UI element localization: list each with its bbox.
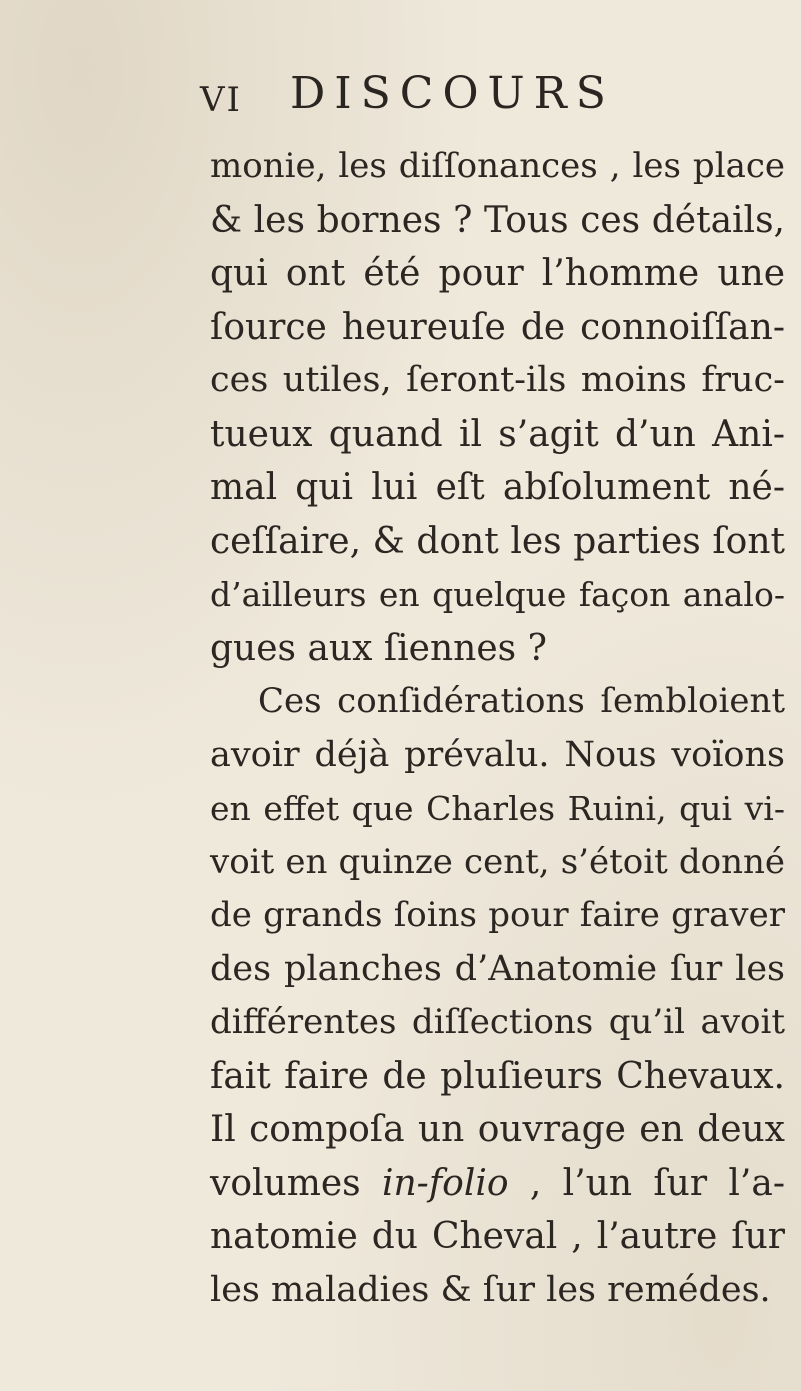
page-header <box>200 68 720 128</box>
text-segment: , l’un ſur l’a- <box>508 1162 785 1204</box>
text-line: monie, les diſſonances , les place <box>210 146 785 186</box>
text-line: qui ont été pour l’homme une <box>210 253 785 294</box>
paragraph-end-line: gues aux ſiennes ? <box>210 627 547 669</box>
text-line: de grands ſoins pour faire graver <box>210 895 785 935</box>
text-line-volumes <box>210 1157 785 1211</box>
text-line: ſource heureuſe de connoiſſan- <box>210 306 785 348</box>
text-line: Il compoſa un ouvrage en deux <box>210 1109 785 1150</box>
text-segment: volumes <box>210 1162 382 1204</box>
text-line: des planches d’Anatomie ſur les <box>210 948 785 989</box>
italic-term: in-folio <box>381 1162 509 1204</box>
page-number: VI <box>200 80 242 120</box>
running-title: DISCOURS <box>290 68 615 119</box>
text-line: natomie du Cheval , l’autre ſur <box>210 1216 785 1257</box>
text-line: voit en quinze cent, s’étoit donné <box>210 841 785 882</box>
text-line: ces utiles, ſeront-ils moins fruc- <box>210 360 785 400</box>
body-text <box>210 140 785 1317</box>
text-line: avoir déjà prévalu. Nous voïons <box>210 734 785 775</box>
text-line: fait faire de pluſieurs Chevaux. <box>210 1055 785 1097</box>
text-line: différentes diſſections qu’il avoit <box>210 1002 785 1042</box>
text-line: les maladies & ſur les remédes. <box>210 1269 771 1310</box>
text-line: d’ailleurs en quelque façon analo- <box>210 575 785 614</box>
text-line: tueux quand il s’agit d’un Ani- <box>210 413 785 455</box>
paragraph-start-line: Ces conſidérations ſembloient <box>258 681 785 721</box>
text-line: en effet que Charles Ruini, qui vi- <box>210 789 785 828</box>
text-line: mal qui lui eſt abſolument né- <box>210 467 785 508</box>
text-line: & les bornes ? Tous ces détails, <box>210 199 785 241</box>
text-line: ceſſaire, & dont les parties ſont <box>210 520 785 562</box>
